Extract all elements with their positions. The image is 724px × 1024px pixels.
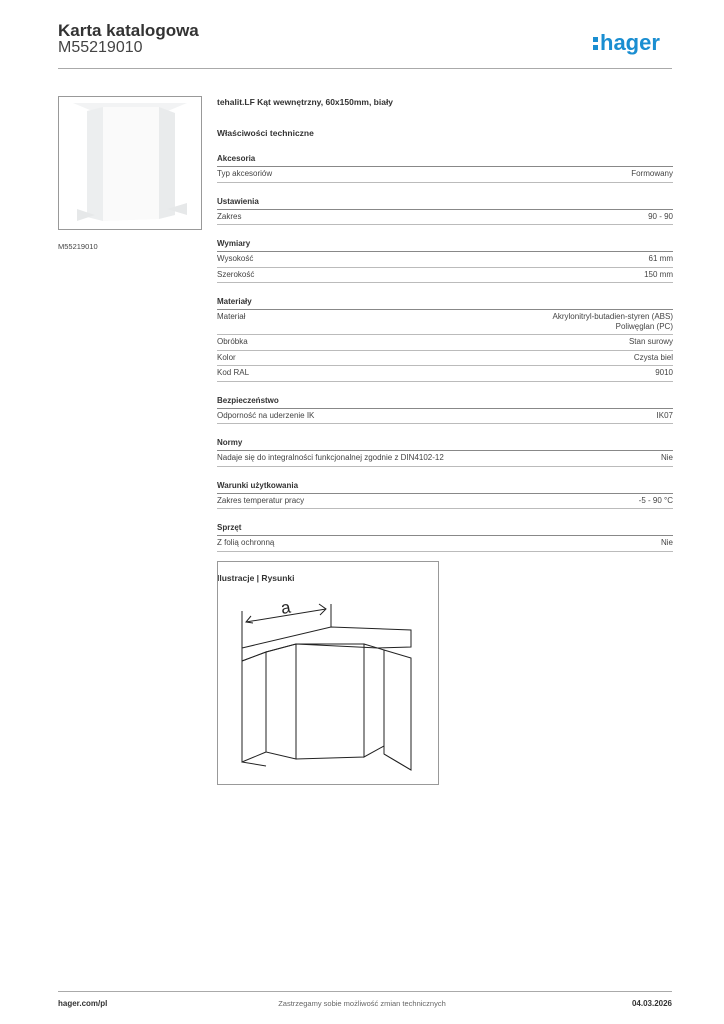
spec-row — [217, 451, 673, 467]
spec-value — [661, 453, 673, 463]
technical-drawing — [217, 561, 439, 785]
spec-value — [649, 254, 673, 264]
spec-value-line: Formowany — [631, 169, 673, 178]
spec-row — [217, 494, 673, 510]
spec-value-line: 150 mm — [644, 269, 673, 279]
illustrations-heading: Ilustracje | Rysunki — [217, 572, 295, 583]
spec-value-line: Czysta biel — [633, 352, 673, 362]
spec-row — [217, 268, 673, 284]
section-heading: Akcesoria — [217, 154, 673, 167]
section-heading: Ustawienia — [217, 197, 673, 210]
spec-label: Szerokość — [217, 269, 255, 279]
spec-value — [631, 169, 673, 179]
header-divider — [58, 68, 672, 69]
hager-logo — [592, 28, 674, 58]
spec-value — [553, 312, 673, 331]
spec-value — [661, 538, 673, 548]
spec-value — [657, 411, 673, 421]
product-code: M55219010 — [58, 39, 143, 56]
spec-label: Kolor — [217, 352, 236, 362]
svg-text:hager: hager — [600, 30, 660, 55]
spec-value-line: 61 mm — [648, 254, 673, 263]
product-thumbnail — [58, 96, 202, 230]
footer-website: hager.com/pl — [58, 999, 108, 1008]
spec-value-line: 90 - 90 — [648, 211, 673, 221]
spec-label: Z folią ochronną — [217, 538, 275, 547]
spec-label: Typ akcesoriów — [217, 169, 273, 178]
section-heading: Materiały — [217, 297, 673, 310]
spec-value-line: Poliwęglan (PC) — [615, 321, 673, 331]
spec-value-line: Nie — [660, 538, 673, 547]
section-heading: Bezpieczeństwo — [217, 396, 673, 409]
spec-value-line: 9010 — [655, 368, 673, 377]
spec-value — [644, 270, 673, 280]
spec-row — [217, 366, 673, 382]
section-heading: Wymiary — [217, 239, 673, 252]
spec-row — [217, 252, 673, 268]
spec-value — [639, 496, 673, 506]
spec-value — [655, 368, 673, 378]
spec-label: Odporność na uderzenie IK — [217, 410, 315, 420]
spec-row — [217, 310, 673, 335]
spec-value-line: IK07 — [656, 410, 673, 420]
section-heading: Normy — [217, 438, 673, 451]
spec-row — [217, 210, 673, 226]
section-heading: Warunki użytkowania — [217, 481, 673, 494]
footer-note: Zastrzegamy sobie możliwość zmian technicznych — [278, 999, 446, 1008]
spec-label: Materiał — [217, 312, 246, 321]
spec-column — [217, 97, 673, 583]
product-title: tehalit.LF Kąt wewnętrzny, 60x150mm, biały — [217, 97, 394, 107]
spec-label: Kod RAL — [217, 368, 250, 377]
spec-sections — [217, 154, 673, 552]
spec-label: Wysokość — [217, 254, 254, 263]
spec-label: Nadaje się do integralności funkcjonalnej zgodnie z DIN4102-12 — [217, 453, 444, 462]
section-heading: Sprzęt — [217, 523, 673, 536]
thumbnail-caption: M55219010 — [58, 242, 98, 251]
spec-value-line: Nie — [660, 453, 673, 462]
spec-value — [648, 212, 673, 222]
spec-row — [217, 351, 673, 367]
footer-divider — [58, 991, 672, 992]
spec-label: Obróbka — [217, 337, 248, 346]
spec-label: Zakres — [217, 211, 242, 221]
spec-value-line: Stan surowy — [628, 337, 673, 346]
spec-value-line: -5 - 90 °C — [638, 495, 673, 505]
page-title: Karta katalogowa — [58, 21, 199, 40]
spec-row — [217, 536, 673, 552]
spec-row — [217, 167, 673, 183]
spec-row — [217, 409, 673, 425]
tech-heading: Właściwości techniczne — [217, 128, 314, 138]
spec-value — [634, 353, 673, 363]
spec-value-line: Akrylonitryl-butadien-styren (ABS) — [552, 312, 673, 321]
spec-label: Zakres temperatur pracy — [217, 495, 305, 505]
svg-text:a: a — [279, 597, 293, 618]
spec-value — [629, 337, 673, 347]
footer-date: 04.03.2026 — [631, 999, 672, 1008]
spec-row — [217, 335, 673, 351]
